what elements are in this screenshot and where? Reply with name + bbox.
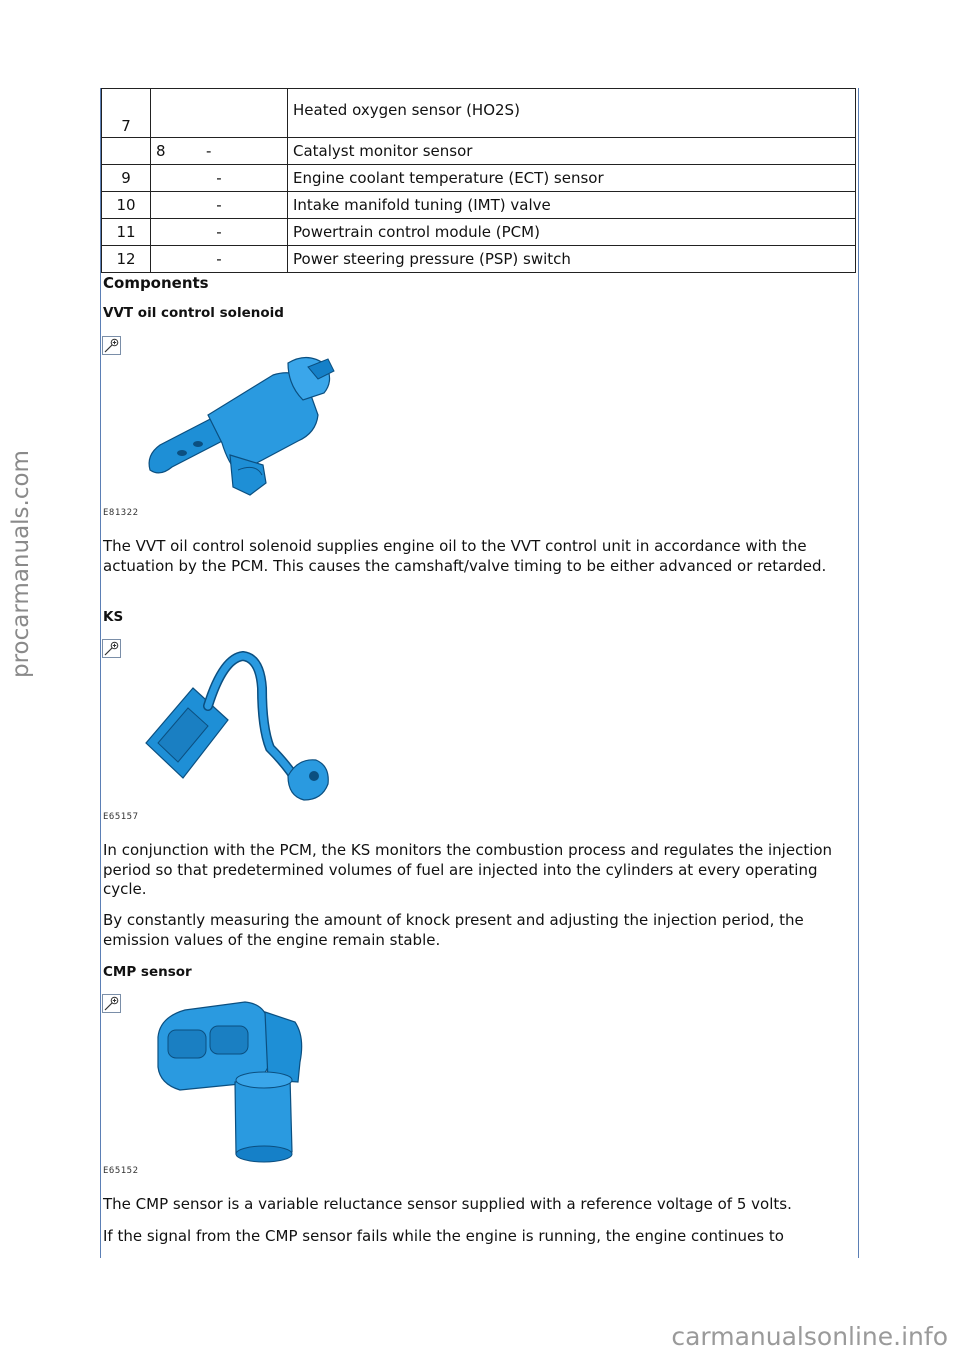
- row-dash: -: [151, 165, 288, 192]
- right-frame-line: [858, 88, 859, 1258]
- table-row: [102, 246, 856, 273]
- zoom-in-icon[interactable]: [102, 994, 121, 1013]
- row-dash: [151, 138, 288, 165]
- bottom-watermark: carmanualsonline.info: [671, 1322, 948, 1351]
- ks-heading: KS: [103, 609, 124, 625]
- ks-figure-id: E65157: [103, 812, 139, 822]
- zoom-in-icon[interactable]: [102, 336, 121, 355]
- row-number: 11: [102, 219, 151, 246]
- row-description: Powertrain control module (PCM): [288, 219, 856, 246]
- cmp-heading: CMP sensor: [103, 964, 192, 980]
- row-dash: -: [151, 219, 288, 246]
- zoom-in-icon[interactable]: [102, 639, 121, 658]
- table-row: [102, 192, 856, 219]
- vvt-description: The VVT oil control solenoid supplies engine oil to the VVT control unit in accordance with the actuation by the PCM. This causes the camshaft/valve timing to be either advanced or retarded.: [103, 537, 827, 575]
- vvt-heading: VVT oil control solenoid: [103, 305, 284, 321]
- row-dash: [151, 89, 288, 138]
- row-number: [102, 138, 151, 165]
- table-row: [102, 89, 856, 138]
- row-number: 9: [102, 165, 151, 192]
- row-description: Catalyst monitor sensor: [288, 138, 856, 165]
- row-description: Intake manifold tuning (IMT) valve: [288, 192, 856, 219]
- row-number: 10: [102, 192, 151, 219]
- table-row: [102, 219, 856, 246]
- table-row: [102, 165, 856, 192]
- vvt-figure-id: E81322: [103, 508, 139, 518]
- row-description: Power steering pressure (PSP) switch: [288, 246, 856, 273]
- row-number: 7: [102, 89, 151, 138]
- knock-sensor-figure: [138, 648, 338, 808]
- row-number: 12: [102, 246, 151, 273]
- ks-description-1: In conjunction with the PCM, the KS monitors the combustion process and regulates the injection period so that predetermined volumes of fuel are injected into the cylinders at every operating cycle.: [103, 841, 833, 898]
- cmp-figure-id: E65152: [103, 1166, 139, 1176]
- ks-description-2: By constantly measuring the amount of knock present and adjusting the injection period, the emission values of the engine remain stable.: [103, 911, 804, 949]
- cmp-description-2: If the signal from the CMP sensor fails while the engine is running, the engine continues to: [103, 1227, 784, 1245]
- cmp-sensor-figure: [150, 992, 310, 1164]
- row-description: Heated oxygen sensor (HO2S): [288, 89, 856, 138]
- cmp-description-1: The CMP sensor is a variable reluctance sensor supplied with a reference voltage of 5 volts.: [103, 1195, 792, 1213]
- parts-table: [101, 88, 856, 273]
- row-dash-mark: -: [206, 142, 212, 160]
- row-number: 8: [156, 142, 166, 160]
- components-heading: Components: [103, 274, 209, 292]
- table-row: [102, 138, 856, 165]
- row-description: Engine coolant temperature (ECT) sensor: [288, 165, 856, 192]
- vvt-solenoid-figure: [138, 345, 348, 505]
- row-dash: -: [151, 246, 288, 273]
- row-dash: -: [151, 192, 288, 219]
